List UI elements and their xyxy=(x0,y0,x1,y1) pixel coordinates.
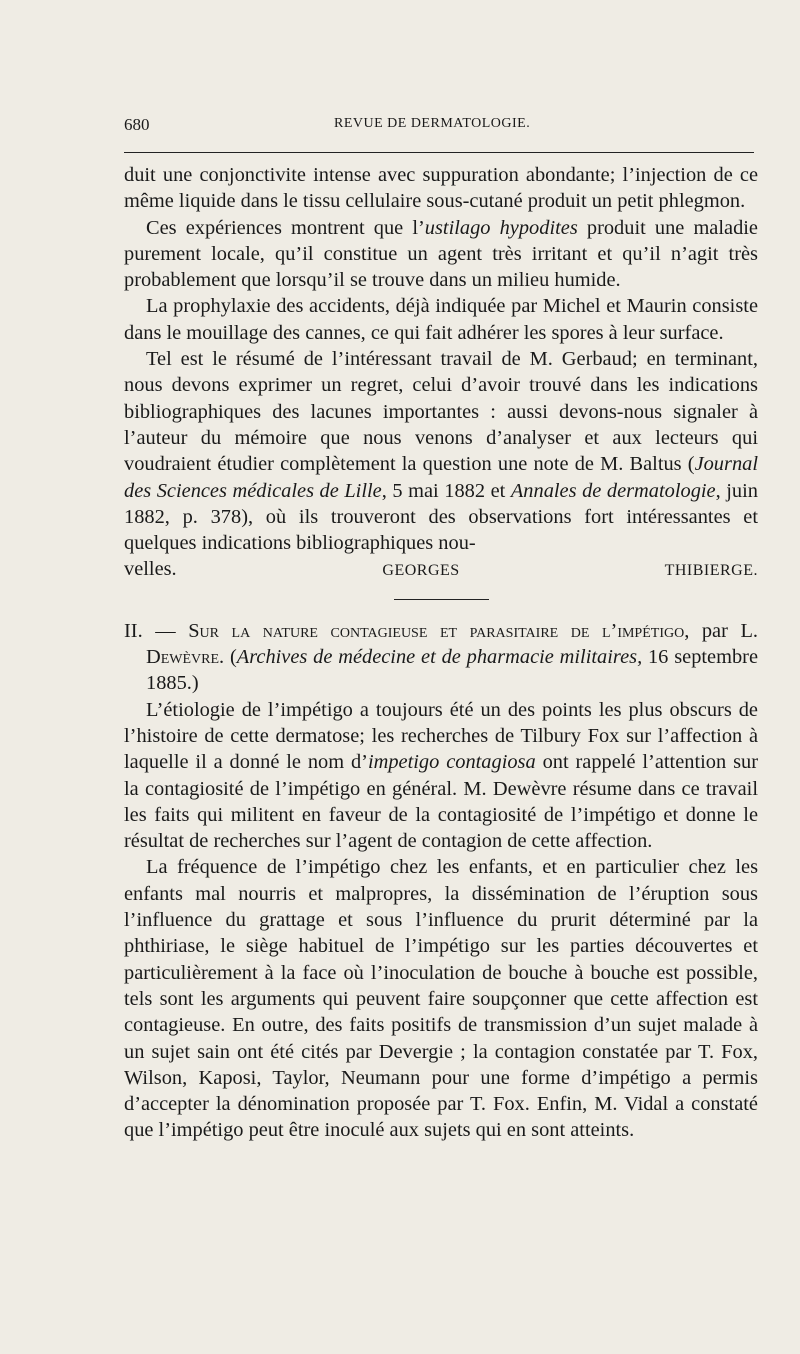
text-span: , 5 mai 1882 et xyxy=(381,479,511,502)
text-span: ( xyxy=(224,646,237,669)
page-body xyxy=(124,162,758,1144)
section-number: II. — xyxy=(124,619,189,642)
source-date: 16 septembre 1885.) xyxy=(146,646,758,695)
text-span: Ces expériences montrent que l’ xyxy=(146,216,425,239)
text-span: velles. xyxy=(124,558,177,581)
text-span: L’étiologie de l’impétigo a toujours été un des points les plus obscurs de l’histoire de cette dermatose; les recherches de Tilbury Fox sur l’affection à laquelle il a donné le nom d’ xyxy=(124,698,758,774)
page-number: 680 xyxy=(124,115,150,134)
italic-term: impetigo contagiosa xyxy=(367,751,536,774)
text-span: ont rappelé l’attention sur la contagiosité de l’impétigo en général. M. Dewèvre résume dans ce travail les faits qui militent en faveur de la contagiosité de l’impétigo et donne le résultat de recherches sur l’agent de contagion de cette affection. xyxy=(124,751,758,853)
journal-title: REVUE DE DERMATOLOGIE. xyxy=(334,116,531,131)
text-span: produit une maladie purement locale, qu’il constitue un agent très irritant et qu’il n’agit très probablement que lorsqu’il se trouve dans un milieu humide. xyxy=(124,216,758,292)
text-span: , juin 1882, p. 378), où ils trouveront des observations fort intéressantes et quelques indications bibliographiques nou- xyxy=(124,479,758,555)
italic-term: ustilago hypodites xyxy=(424,216,578,239)
paragraph-prophylaxie: La prophylaxie des accidents, déjà indiquée par Michel et Maurin consiste dans le mouillage des cannes, ce qui fait adhérer les spores à leur surface. xyxy=(124,295,758,344)
running-header xyxy=(124,115,754,139)
author-signature: GEORGES THIBIERGE. xyxy=(382,562,758,580)
paragraph-ustilago xyxy=(124,215,758,294)
header-rule xyxy=(124,152,754,153)
section-title: Sur la nature contagieuse et parasitaire de l’impétigo, xyxy=(188,619,690,642)
section-divider xyxy=(394,599,489,600)
italic-citation: Annales de dermatologie xyxy=(510,479,716,502)
paragraph-etiologie xyxy=(124,697,758,855)
text-span: par xyxy=(689,619,741,642)
paragraph-resume xyxy=(124,346,758,556)
section-author: L. Dewèvre. xyxy=(146,619,759,669)
signature-line xyxy=(124,556,758,584)
section-heading xyxy=(124,618,758,697)
text-span: Tel est le résumé de l’intéressant travail de M. Gerbaud; en terminant, nous devons exprimer un regret, celui d’avoir trouvé dans les indications bibliographiques des lacunes importantes : aussi devons-nous signaler à l’auteur du mémoire que nous venons d’analyser et aux lecteurs qui voudraient étudier complètement la question une note de M. Baltus ( xyxy=(124,348,758,476)
paragraph-frequence: La fréquence de l’impétigo chez les enfants, et en particulier chez les enfants mal nourris et malpropres, la dissémination de l’éruption sous l’influence du grattage et sous l’influence du prurit déterminé par la phthiriase, le siège habituel de l’impétigo sur les parties découvertes et particulièrement à la face où l’inoculation de bouche à bouche est possible, tels sont les arguments qui peuvent faire soupçonner que cette affection est contagieuse. En outre, des faits positifs de transmission d’un sujet malade à un sujet sain ont été cités par Devergie ; la contagion constatée par T. Fox, Wilson, Kaposi, Taylor, Neumann pour une forme d’impétigo a permis d’accepter la dénomination proposée par T. Fox. Enfin, M. Vidal a constaté que l’impétigo peut être inoculé aux sujets qui en sont atteints. xyxy=(124,856,758,1142)
paragraph-continuation: duit une conjonctivite intense avec suppuration abondante; l’injection de ce même liquide dans le tissu cellulaire sous-cutané produit un petit phlegmon. xyxy=(124,164,758,213)
italic-citation: Journal des Sciences médicales de Lille xyxy=(124,453,758,502)
italic-source: Archives de médecine et de pharmacie militaires, xyxy=(236,646,643,669)
